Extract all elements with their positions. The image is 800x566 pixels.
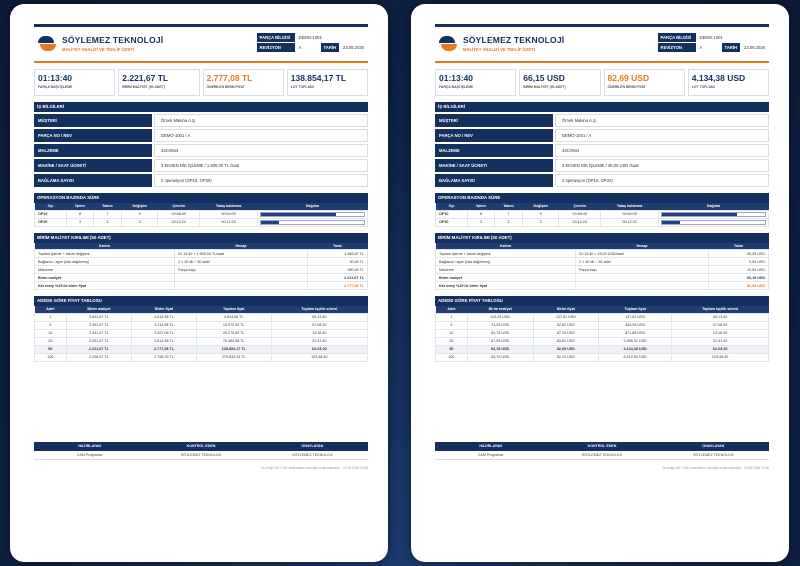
header-info — [658, 33, 769, 53]
operations-title: OPERASYON BAZINDA SÜRE — [435, 193, 769, 203]
part-info-label: PARÇA BİLGİSİ — [658, 33, 696, 42]
op-code: OP10 — [436, 210, 468, 218]
price-cell-qty: 100 — [436, 353, 468, 361]
table-row — [436, 218, 769, 226]
kpi-label: LOT TOPLAMI — [290, 85, 314, 89]
cost-total-label: Birim maliyet — [436, 274, 576, 282]
price-cell-total: 138.854,17 TL — [196, 345, 271, 353]
report-subtitle: MALİYET ANALİZİ VE TEKLİF ÖZETİ — [62, 47, 134, 52]
cost-calc: Parça başı — [576, 266, 709, 274]
price-cell-price: 137,81 USD — [533, 313, 599, 321]
price-cell-qty: 10 — [436, 329, 468, 337]
operations-table — [34, 203, 368, 227]
op-share-cell — [258, 210, 368, 218]
table-row — [436, 337, 769, 345]
company-name: SÖYLEMEZ TEKNOLOJİ — [62, 35, 164, 45]
sign-checked-value: SÖYLEMEZ TEKNOLOJİ — [581, 453, 623, 457]
op-cell: 9 — [523, 210, 559, 218]
col-op: Op. — [436, 203, 468, 210]
table-row — [35, 329, 368, 337]
info-row-setup — [34, 174, 368, 187]
cost-amount: 55,25 USD — [709, 250, 769, 258]
header-divider — [34, 61, 368, 63]
op-cell: 7 — [93, 210, 121, 218]
info-label: BAĞLAMA SAYISI — [34, 174, 152, 187]
table-row — [35, 337, 368, 345]
kpi-label: BİRİM MALİYET (50 ADET) — [122, 85, 165, 89]
info-value: Örnek Makina A.Ş. — [555, 114, 769, 127]
cost-total-row — [436, 274, 769, 282]
col-cevrim: Çevrim — [559, 203, 601, 210]
col-talas: Talaş kaldırma — [601, 203, 659, 210]
price-cell-cost: 3.691,67 TL — [66, 313, 131, 321]
col-takim: Takım — [93, 203, 121, 210]
cost-total-row — [35, 274, 368, 282]
cost-calc: 01:13:40 × 1.500,00 TL/saat — [175, 250, 308, 258]
op-cell: 3 — [494, 218, 522, 226]
price-cell-price: 92,81 USD — [533, 321, 599, 329]
price-cell-cost: 2.251,67 TL — [66, 337, 131, 345]
op-cell: 3 — [67, 218, 93, 226]
price-cell-cost: 69,75 USD — [467, 329, 533, 337]
info-row-customer — [34, 114, 368, 127]
op-cell: 3 — [523, 218, 559, 226]
header-info — [257, 33, 368, 53]
kpi-row — [435, 69, 769, 96]
price-cell-total: 70.364,58 TL — [196, 337, 271, 345]
col-item: Kalem — [436, 243, 576, 250]
kpi-value: 01:13:40 — [38, 73, 73, 83]
footer-note: Bu belge NX CAM verilerinden otomatik oluşturulmuştur · 23.09.2026 10:58 — [261, 466, 368, 470]
part-info-value: DEMO-1001 — [298, 35, 322, 40]
price-cell-qty: 5 — [35, 321, 67, 329]
op-cell: 00:12:20 — [200, 218, 258, 226]
col-dagilim: Dağılım — [659, 203, 769, 210]
sign-approved-value: SÖYLEMEZ TEKNOLOJİ — [292, 453, 333, 457]
price-cell-total: 8.212,50 USD — [599, 353, 672, 361]
table-row — [35, 353, 368, 361]
kpi-label: ÖNERİLEN BİRİM FİYAT — [607, 85, 646, 89]
price-cell-cost: 2.221,67 TL — [66, 345, 131, 353]
cost-amount: 30,00 TL — [308, 258, 368, 266]
cost-breakdown-title: BİRİM MALİYET KIRILIMI (50 ADET) — [435, 233, 769, 243]
col-qty: Adet — [35, 306, 67, 313]
info-value: 2 operasyon (OP10, OP20) — [154, 174, 368, 187]
col-amount: Tutar — [709, 243, 769, 250]
info-row-material — [34, 144, 368, 157]
op-share-bar — [261, 213, 336, 216]
price-cell-price: 2.758,33 TL — [132, 353, 197, 361]
date-label: TARİH — [321, 43, 339, 52]
price-cell-time: 62:23:20 — [271, 345, 367, 353]
price-cell-total: 871,88 USD — [599, 329, 672, 337]
info-label: MÜŞTERİ — [34, 114, 152, 127]
col-item: Kalem — [35, 243, 175, 250]
sign-prepared-label: HAZIRLAYAN — [78, 444, 102, 448]
operations-title: OPERASYON BAZINDA SÜRE — [34, 193, 368, 203]
op-cell: 8 — [468, 210, 494, 218]
cost-margin-label: Kâr marjı %25 ile birim fiyat — [35, 282, 175, 290]
sign-checked-label: KONTROL EDEN — [186, 444, 216, 448]
cost-margin: 2.777,08 TL — [308, 282, 368, 290]
col-total-price: Toplam fiyat — [599, 306, 672, 313]
cost-item: Toplam işleme + takım değişimi — [35, 250, 175, 258]
info-row-material — [435, 144, 769, 157]
op-cell: 00:58:49 — [559, 210, 601, 218]
price-cell-time: 123:46:40 — [672, 353, 769, 361]
part-info-label: PARÇA BİLGİSİ — [257, 33, 295, 42]
table-row — [436, 353, 769, 361]
price-cell-time: 00:13:40 — [271, 313, 367, 321]
op-code: OP20 — [436, 218, 468, 226]
info-value: 42CrMo4 — [555, 144, 769, 157]
cost-breakdown-table — [34, 243, 368, 291]
table-row — [35, 218, 368, 226]
info-label: MAKİNE / SAAT ÜCRETİ — [435, 159, 553, 172]
cost-calc: 01:13:40 × 45,00 USD/saat — [576, 250, 709, 258]
date-value: 23.09.2026 — [744, 45, 765, 50]
info-row-machine — [34, 159, 368, 172]
price-cell-time: 31:41:40 — [672, 337, 769, 345]
kpi-value: 2.221,67 TL — [122, 73, 169, 83]
revision-label: REVİZYON — [257, 43, 295, 52]
price-cell-time: 123:46:40 — [271, 353, 367, 361]
kpi-value: 138.854,17 TL — [290, 73, 347, 83]
cost-margin-row — [35, 282, 368, 290]
price-cell-qty: 100 — [35, 353, 67, 361]
price-cell-price: 2.814,58 TL — [132, 337, 197, 345]
price-cell-price: 82,13 USD — [533, 353, 599, 361]
price-cell-time: 13:16:40 — [672, 329, 769, 337]
signature-block — [435, 442, 769, 470]
op-share-cell — [659, 218, 769, 226]
kpi-value: 66,15 USD — [523, 73, 565, 83]
table-row — [35, 266, 368, 274]
kpi-row — [34, 69, 368, 96]
info-value: DEMO-1001 / A — [555, 129, 769, 142]
col-dagilim: Dağılım — [258, 203, 368, 210]
col-op: Op. — [35, 203, 67, 210]
col-degisim: Değişim — [122, 203, 158, 210]
table-row — [436, 250, 769, 258]
table-row — [436, 266, 769, 274]
cost-item: Malzeme — [436, 266, 576, 274]
info-value: 3 EKSEN DİK İŞLEME / 45,00 USD /saat — [555, 159, 769, 172]
info-label: PARÇA NO / REV — [34, 129, 152, 142]
op-cell: 00:12:24 — [559, 218, 601, 226]
col-total-price: Toplam fiyat — [196, 306, 271, 313]
price-table-title: ADEDE GÖRE FİYAT TABLOSU — [435, 296, 769, 306]
kpi-label: BİRİM MALİYET (50 ADET) — [523, 85, 566, 89]
price-table — [34, 306, 368, 362]
report-page-tl — [10, 4, 388, 562]
op-cell: 3 — [93, 218, 121, 226]
kpi-value: 01:13:40 — [439, 73, 474, 83]
info-value: 3 EKSEN DİK İŞLEME / 1.500,00 TL /saat — [154, 159, 368, 172]
price-cell-price: 83,81 USD — [533, 337, 599, 345]
cost-amount: 350,00 TL — [308, 266, 368, 274]
operations-table — [435, 203, 769, 227]
price-cell-total: 275.833,33 TL — [196, 353, 271, 361]
sign-prepared-value: CAM Programcı — [477, 453, 504, 457]
price-table — [435, 306, 769, 362]
price-cell-qty: 50 — [436, 345, 468, 353]
page-content — [435, 24, 769, 470]
kpi-cycle-time — [435, 69, 516, 96]
kpi-label: LOT TOPLAMI — [691, 85, 715, 89]
op-cell: 3 — [122, 218, 158, 226]
revision-value: A — [699, 45, 703, 50]
col-talas: Talaş kaldırma — [200, 203, 258, 210]
col-takim: Takım — [494, 203, 522, 210]
price-cell-total: 4.134,38 USD — [599, 345, 672, 353]
op-share-bar — [261, 221, 279, 224]
cost-item: Bağlama / ayar (lota dağıtılmış) — [436, 258, 576, 266]
price-table-title: ADEDE GÖRE FİYAT TABLOSU — [34, 296, 368, 306]
price-cell-qty: 50 — [35, 345, 67, 353]
price-cell-cost: 65,70 USD — [467, 353, 533, 361]
cost-total: 2.221,67 TL — [308, 274, 368, 282]
table-row — [35, 345, 368, 353]
cost-margin-row — [436, 282, 769, 290]
price-cell-total: 464,06 USD — [599, 321, 672, 329]
header-divider — [435, 61, 769, 63]
info-value: 2 operasyon (OP10, OP20) — [555, 174, 769, 187]
cost-total: 66,15 USD — [709, 274, 769, 282]
table-row — [436, 210, 769, 218]
col-qty: Adet — [436, 306, 468, 313]
price-cell-qty: 1 — [35, 313, 67, 321]
op-cell: 00:12:24 — [158, 218, 200, 226]
cost-breakdown-table — [435, 243, 769, 291]
info-label: MALZEME — [435, 144, 553, 157]
price-cell-price: 4.614,58 TL — [132, 313, 197, 321]
price-cell-cost: 110,25 USD — [467, 313, 533, 321]
table-row — [436, 313, 769, 321]
col-calc: Hesap — [175, 243, 308, 250]
price-cell-cost: 2.206,67 TL — [66, 353, 131, 361]
table-row — [35, 210, 368, 218]
op-cell: 9 — [122, 210, 158, 218]
table-row — [35, 258, 368, 266]
col-amount: Tutar — [308, 243, 368, 250]
price-cell-time: 31:41:40 — [271, 337, 367, 345]
cost-breakdown-title: BİRİM MALİYET KIRILIMI (50 ADET) — [34, 233, 368, 243]
price-cell-qty: 10 — [35, 329, 67, 337]
col-unit-price: Birim fiyat — [533, 306, 599, 313]
info-label: MAKİNE / SAAT ÜCRETİ — [34, 159, 152, 172]
revision-value: A — [298, 45, 302, 50]
info-row-machine — [435, 159, 769, 172]
op-code: OP20 — [35, 218, 67, 226]
price-cell-time: 00:13:40 — [672, 313, 769, 321]
signature-block — [34, 442, 368, 470]
price-cell-price: 82,69 USD — [533, 345, 599, 353]
col-calc: Hesap — [576, 243, 709, 250]
kpi-lot-total — [287, 69, 368, 96]
info-row-setup — [435, 174, 769, 187]
kpi-label: PARÇA BAŞI İŞLEME — [38, 85, 73, 89]
col-total-time: Toplam işçilik süresi — [271, 306, 367, 313]
sign-approved-value: SÖYLEMEZ TEKNOLOJİ — [693, 453, 734, 457]
table-row — [436, 258, 769, 266]
price-cell-total: 15.572,92 TL — [196, 321, 271, 329]
company-name: SÖYLEMEZ TEKNOLOJİ — [463, 35, 565, 45]
info-value: DEMO-1001 / A — [154, 129, 368, 142]
price-cell-qty: 1 — [436, 313, 468, 321]
cost-margin-label: Kâr marjı %25 ile birim fiyat — [436, 282, 576, 290]
info-value: Örnek Makina A.Ş. — [154, 114, 368, 127]
col-total-time: Toplam işçilik süresi — [672, 306, 769, 313]
footer-note: Bu belge NX CAM verilerinden otomatik oluşturulmuştur · 23.09.2026 10:58 — [662, 466, 769, 470]
revision-label: REVİZYON — [658, 43, 696, 52]
col-unit-cost: Birim maliyet — [66, 306, 131, 313]
info-row-part — [435, 129, 769, 142]
kpi-value: 82,69 USD — [607, 73, 650, 83]
table-row — [35, 321, 368, 329]
date-label: TARİH — [722, 43, 740, 52]
sign-checked-value: SÖYLEMEZ TEKNOLOJİ — [180, 453, 222, 457]
cost-calc: 2 × 30 dk ÷ 50 adet — [175, 258, 308, 266]
price-cell-price: 2.777,08 TL — [132, 345, 197, 353]
page-content — [34, 24, 368, 470]
info-row-customer — [435, 114, 769, 127]
op-code: OP10 — [35, 210, 67, 218]
report-subtitle: MALİYET ANALİZİ VE TEKLİF ÖZETİ — [463, 47, 535, 52]
price-cell-total: 2.095,31 USD — [599, 337, 672, 345]
date-value: 23.09.2026 — [343, 45, 364, 50]
table-row — [436, 329, 769, 337]
price-cell-price: 3.114,58 TL — [132, 321, 197, 329]
sign-prepared-label: HAZIRLAYAN — [479, 444, 503, 448]
price-cell-total: 137,81 USD — [599, 313, 672, 321]
price-cell-qty: 25 — [35, 337, 67, 345]
info-value: 42CrMo4 — [154, 144, 368, 157]
kpi-offer-price — [203, 69, 284, 96]
kpi-offer-price — [604, 69, 685, 96]
op-cell: 00:54:05 — [200, 210, 258, 218]
price-table-body — [35, 313, 368, 361]
cost-total-label: Birim maliyet — [35, 274, 175, 282]
info-label: MÜŞTERİ — [435, 114, 553, 127]
table-row — [35, 250, 368, 258]
cost-item: Bağlama / ayar (lota dağıtılmış) — [35, 258, 175, 266]
sign-approved-label: ONAYLAYAN — [702, 444, 725, 448]
report-page-usd — [411, 4, 789, 562]
info-label: PARÇA NO / REV — [435, 129, 553, 142]
col-cevrim: Çevrim — [158, 203, 200, 210]
cost-amount: 10,00 USD — [709, 266, 769, 274]
report-header — [34, 24, 368, 60]
op-cell: 00:58:49 — [158, 210, 200, 218]
cost-margin: 82,69 USD — [709, 282, 769, 290]
price-cell-price: 87,19 USD — [533, 329, 599, 337]
col-islem: İşlem — [67, 203, 93, 210]
cost-calc: 2 × 30 dk ÷ 50 adet — [576, 258, 709, 266]
price-cell-time: 13:16:40 — [271, 329, 367, 337]
price-cell-total: 29.270,83 TL — [196, 329, 271, 337]
info-row-part — [34, 129, 368, 142]
part-info-value: DEMO-1001 — [699, 35, 723, 40]
price-cell-total: 4.614,58 TL — [196, 313, 271, 321]
op-cell: 8 — [67, 210, 93, 218]
kpi-label: ÖNERİLEN BİRİM FİYAT — [206, 85, 245, 89]
op-cell: 3 — [468, 218, 494, 226]
price-cell-time: 07:08:20 — [672, 321, 769, 329]
op-cell: 00:54:05 — [601, 210, 659, 218]
col-degisim: Değişim — [523, 203, 559, 210]
price-cell-time: 07:08:20 — [271, 321, 367, 329]
price-cell-cost: 74,25 USD — [467, 321, 533, 329]
job-info-title: İŞ BİLGİLERİ — [435, 102, 769, 112]
price-cell-cost: 67,05 USD — [467, 337, 533, 345]
op-share-bar — [662, 221, 680, 224]
price-cell-price: 2.927,08 TL — [132, 329, 197, 337]
cost-amount: 1.845,67 TL — [308, 250, 368, 258]
company-logo-icon — [439, 35, 457, 53]
info-label: MALZEME — [34, 144, 152, 157]
sign-checked-label: KONTROL EDEN — [587, 444, 617, 448]
col-unit-cost: Birim maliyet — [467, 306, 533, 313]
op-cell: 7 — [494, 210, 522, 218]
job-info-title: İŞ BİLGİLERİ — [34, 102, 368, 112]
op-share-cell — [258, 218, 368, 226]
kpi-lot-total — [688, 69, 769, 96]
col-islem: İşlem — [468, 203, 494, 210]
info-label: BAĞLAMA SAYISI — [435, 174, 553, 187]
op-cell: 00:12:20 — [601, 218, 659, 226]
sign-prepared-value: CAM Programcı — [76, 453, 103, 457]
price-cell-cost: 66,15 USD — [467, 345, 533, 353]
table-row — [436, 345, 769, 353]
cost-amount: 0,90 USD — [709, 258, 769, 266]
price-cell-time: 62:23:20 — [672, 345, 769, 353]
op-share-cell — [659, 210, 769, 218]
kpi-value: 4.134,38 USD — [691, 73, 746, 83]
table-row — [35, 313, 368, 321]
price-cell-qty: 25 — [436, 337, 468, 345]
kpi-label: PARÇA BAŞI İŞLEME — [439, 85, 474, 89]
col-unit-price: Birim fiyat — [132, 306, 197, 313]
kpi-unit-cost — [118, 69, 199, 96]
company-logo-icon — [38, 35, 56, 53]
kpi-unit-cost — [519, 69, 600, 96]
price-cell-qty: 5 — [436, 321, 468, 329]
op-share-bar — [662, 213, 737, 216]
price-cell-cost: 2.491,67 TL — [66, 321, 131, 329]
cost-item: Toplam işleme + takım değişimi — [436, 250, 576, 258]
kpi-cycle-time — [34, 69, 115, 96]
table-row — [436, 321, 769, 329]
price-cell-cost: 2.341,67 TL — [66, 329, 131, 337]
sign-approved-label: ONAYLAYAN — [301, 444, 324, 448]
cost-calc: Parça başı — [175, 266, 308, 274]
kpi-value: 2.777,08 TL — [206, 73, 253, 83]
price-table-body — [436, 313, 769, 361]
cost-item: Malzeme — [35, 266, 175, 274]
report-header — [435, 24, 769, 60]
